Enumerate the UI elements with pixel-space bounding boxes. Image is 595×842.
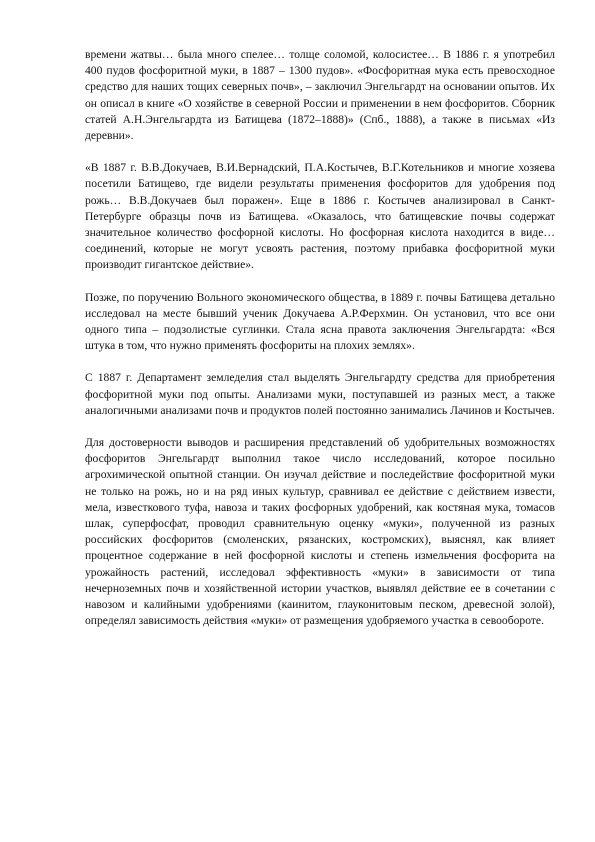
paragraph: «В 1887 г. В.В.Докучаев, В.И.Вернадский, П.А.Костычев, В.Г.Котельников и многие хозяева посетили Батищево, где видели результаты применения фосфоритов для удобрения под рожь… В.В.Докучаев был поражен». Еще в 1886 г. Костычев анализировал в Санкт-Петербурге образцы почв из Батищева. «Оказалось, что батищевские почвы содержат значительное количество фосфорной кислоты. Но фосфорная кислота находится в виде… соединений, которые не могут усвоять растения, поэтому прибавка фосфоритной муки производит гигантское действие». [85,161,555,272]
document-body [85,47,555,630]
paragraph: времени жатвы… была много спелее… толще соломой, колосистее… В 1886 г. я употребил 400 пудов фосфоритной муки, в 1887 – 1300 пудов». «Фосфоритная мука есть превосходное средство для наших тощих северных почв», – заключил Энгельгардт на основании опытов. Их он описал в книге «О хозяйстве в северной России и применении в нем фосфоритов. Сборник статей А.Н.Энгельгардта из Батищева (1872–1888)» (Спб., 1888), а также в письмах «Из деревни». [85,48,555,143]
paragraph: Для достоверности выводов и расширения представлений об удобрительных возможностях фосфоритов Энгельгардт выполнил такое число исследований, которое посильно агрохимической опытной станции. Он изучал действие и последействие фосфоритной муки не только на рожь, но и на ряд иных культур, сравнивал ее действие с действием извести, мела, известкового туфа, навоза и таких фосфорных удобрений, как костяная мука, томасов шлак, суперфосфат, проводил сравнительную оценку «муки», полученной из разных российских фосфоритов (смоленских, рязанских, костромских), выяснял, как влияет процентное содержание в ней фосфорной кислоты и степень измельчения фосфорита на урожайность растений, исследовал эффективность «муки» в зависимости от типа нечерноземных почв и хозяйственной истории участков, выявлял действие ее в сочетании с навозом и калийными удобрениями (каинитом, глауконитовым песком, древесной золой), определял зависимость действия «муки» от размещения удобряемого участка в севообороте. [85,436,555,628]
paragraph: С 1887 г. Департамент земледелия стал выделять Энгельгардту средства для приобретения фосфоритной муки под опыты. Анализами муки, поступавшей из разных мест, а также аналогичными анализами почв и продуктов полей постоянно занимались Лачинов и Костычев. [85,371,555,417]
paragraph: Позже, по поручению Вольного экономического общества, в 1889 г. почвы Батищева детально исследовал на месте бывший ученик Докучаева А.Р.Ферхмин. Он установил, что все они одного типа – подзолистые суглинки. Стала ясна правота заключения Энгельгардта: «Вся штука в том, что нужно применять фосфориты на плохих землях». [85,290,555,353]
